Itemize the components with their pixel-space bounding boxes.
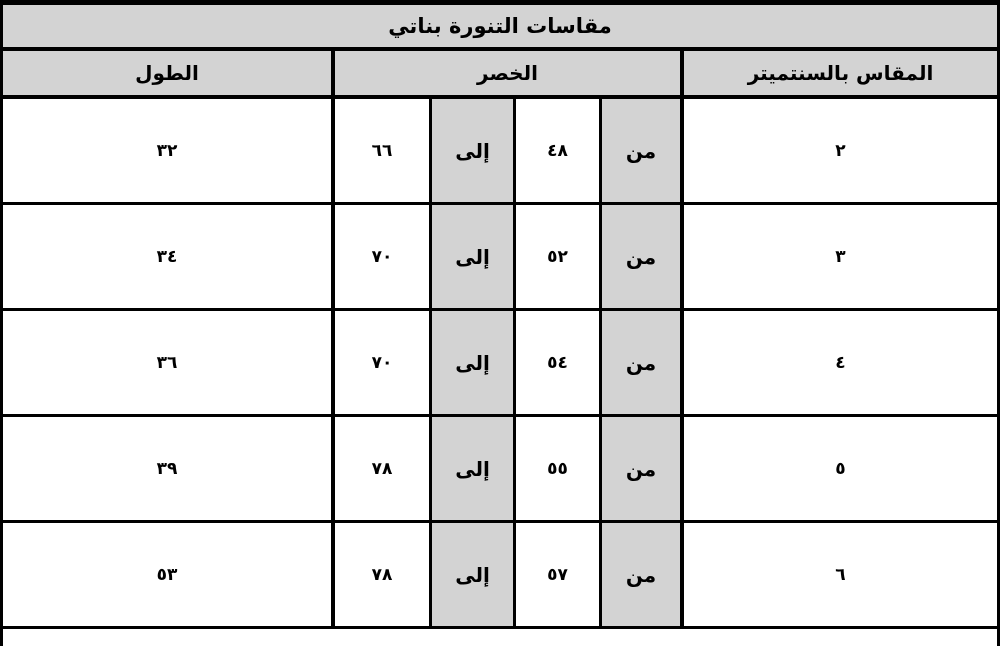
- waist-to-value: ٧٨: [331, 523, 429, 626]
- from-label: من: [599, 311, 680, 414]
- length-value: ٥٣: [3, 523, 331, 626]
- table-title: مقاسات التنورة بناتي: [388, 14, 612, 38]
- from-label: من: [599, 417, 680, 520]
- to-label: إلى: [429, 311, 513, 414]
- waist-from-value: ٤٨: [513, 99, 599, 202]
- header-length: الطول: [3, 51, 331, 95]
- table-row: [3, 205, 997, 311]
- header-waist: الخصر: [331, 51, 680, 95]
- size-value: ٣: [680, 205, 997, 308]
- table-header-row: [3, 51, 997, 99]
- length-value: ٣٤: [3, 205, 331, 308]
- waist-to-value: ٦٦: [331, 99, 429, 202]
- length-value: ٣٩: [3, 417, 331, 520]
- waist-to-value: ٧٠: [331, 205, 429, 308]
- table-row: [3, 311, 997, 417]
- from-label: من: [599, 523, 680, 626]
- to-label: إلى: [429, 205, 513, 308]
- to-label: إلى: [429, 417, 513, 520]
- size-value: ٤: [680, 311, 997, 414]
- to-label: إلى: [429, 523, 513, 626]
- from-label: من: [599, 205, 680, 308]
- size-value: ٥: [680, 417, 997, 520]
- waist-to-value: ٧٨: [331, 417, 429, 520]
- waist-from-value: ٥٧: [513, 523, 599, 626]
- table-row: [3, 523, 997, 629]
- waist-from-value: ٥٥: [513, 417, 599, 520]
- length-value: ٣٢: [3, 99, 331, 202]
- waist-to-value: ٧٠: [331, 311, 429, 414]
- table-title-row: [3, 5, 997, 51]
- table-row: [3, 417, 997, 523]
- header-size-cm: المقاس بالسنتميتر: [680, 51, 997, 95]
- waist-from-value: ٥٤: [513, 311, 599, 414]
- table-row: [3, 99, 997, 205]
- waist-from-value: ٥٢: [513, 205, 599, 308]
- from-label: من: [599, 99, 680, 202]
- size-value: ٦: [680, 523, 997, 626]
- to-label: إلى: [429, 99, 513, 202]
- length-value: ٣٦: [3, 311, 331, 414]
- size-value: ٢: [680, 99, 997, 202]
